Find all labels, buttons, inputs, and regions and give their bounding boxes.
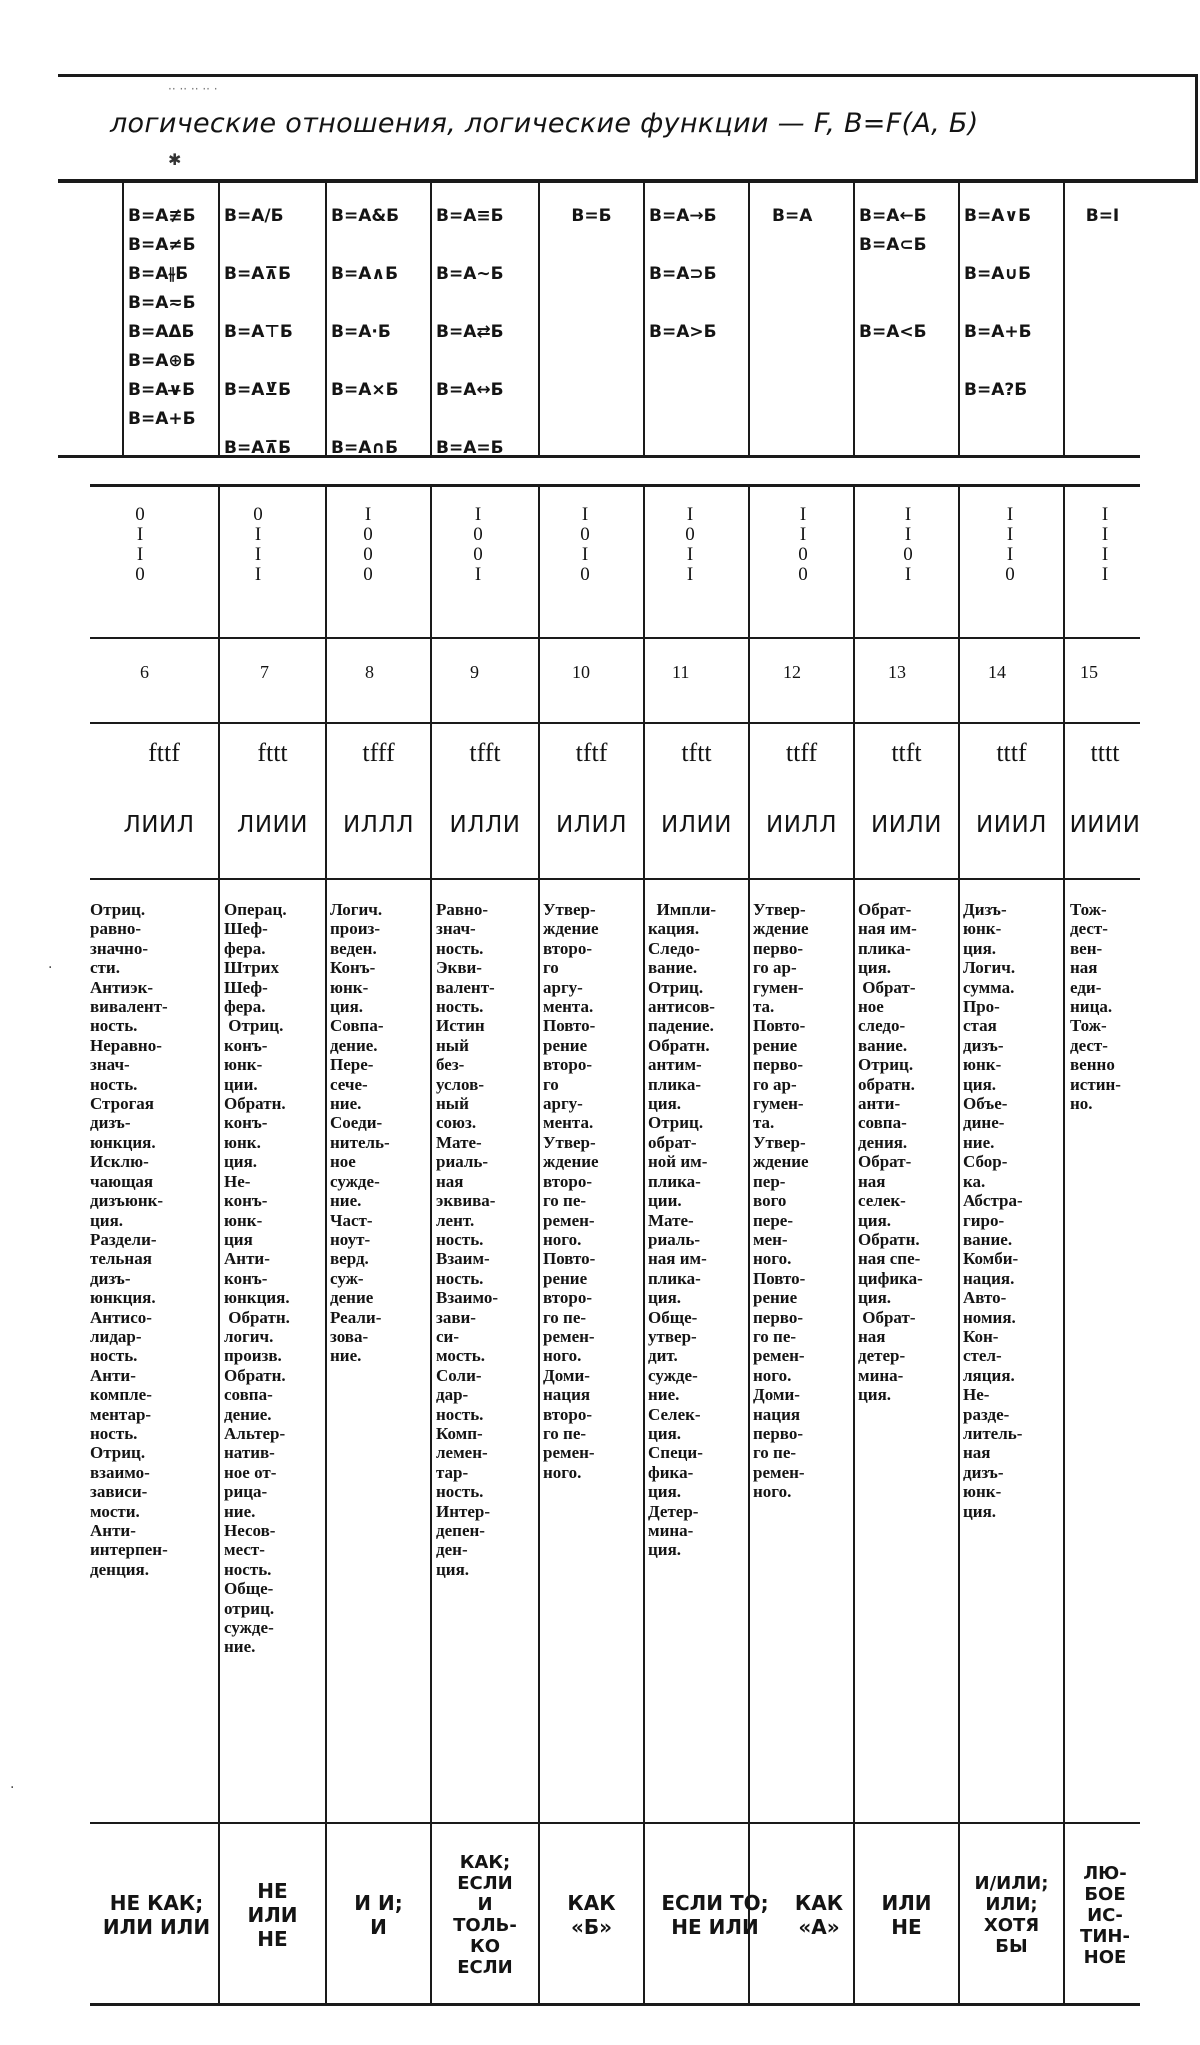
tf-code-7: fttt: [257, 738, 288, 767]
formula-col-13-line: [859, 260, 954, 289]
formula-col-10-line: В=Б: [571, 206, 612, 226]
formula-col-13-line: В=А<Б: [859, 322, 927, 342]
description-7: Операц. Шеф- фера. Штрих Шеф- фера. Отриц. конъ- юнк- ции. Обратн. конъ- юнк. ция. Не- конъ- юнк- ция Анти- конъ- юнкция. Обратн. логич. произв. Обратн. совпа- дение. Альтер- натив- ное от- рица- ние. Несов- мест- ность. Обще- отриц. сужде- ние.: [224, 900, 290, 1657]
formula-col-14-line: [964, 434, 1059, 463]
formula-col-11-line: В=А⊃Б: [649, 264, 717, 284]
truth-col-9-line: I: [474, 504, 482, 525]
formula-col-13: [855, 196, 958, 458]
stray-mark-left: ·: [48, 960, 53, 976]
formula-col-9-line: В=А=Б: [436, 438, 504, 458]
formula-col-11-line: [649, 231, 744, 260]
formula-col-8-line: [331, 405, 426, 434]
formula-col-14-line: В=А∪Б: [964, 264, 1032, 284]
words-12-text: КАК «А»: [794, 1891, 844, 1939]
tf-code-8: tfff: [362, 738, 395, 767]
il-code-7: ЛИИИ: [237, 812, 308, 838]
formula-col-7-line: [224, 289, 321, 318]
words-13-text: ИЛИ НЕ: [881, 1891, 932, 1939]
formula-col-12-line: [772, 231, 849, 260]
formula-col-14-line: В=А+Б: [964, 322, 1032, 342]
formula-col-7: [220, 196, 325, 458]
description-6: Отриц. равно- значно- сти. Антиэк- вивалент- ность. Неравно- знач- ность. Строгая дизъ- юнкция. Исклю- чающая дизъюнк- ция. Раздели- тельная дизъ- юнкция. Антисо- лидар- ность. Анти- компле- ментар- ность. Отриц. взаимо- зависи- мости. Анти- интерпен- денция.: [90, 900, 168, 1579]
formula-col-11-line: [649, 347, 744, 376]
formula-col-11-line: В=А>Б: [649, 322, 717, 342]
words-7: [220, 1840, 325, 1990]
truth-col-6-line: 0: [135, 564, 145, 585]
words-13: [855, 1840, 958, 1990]
il-code-13: ИИЛИ: [871, 812, 942, 838]
formula-col-12: [750, 196, 853, 458]
truth-col-6-line: I: [136, 544, 144, 565]
tf-code-11: tftt: [681, 738, 712, 767]
formula-col-11-line: [649, 434, 744, 463]
tf-code-13: ttft: [891, 738, 922, 767]
formula-col-15-line: [1069, 347, 1136, 376]
truth-col-14-line: I: [1006, 524, 1014, 545]
formula-col-9: [432, 196, 538, 458]
truth-col-13-line: I: [904, 564, 912, 585]
truth-col-13-line: 0: [903, 544, 913, 565]
truth-col-12: [793, 505, 823, 620]
words-10: [540, 1840, 643, 1990]
words-6-text: НЕ КАК; ИЛИ ИЛИ: [102, 1891, 211, 1939]
truth-col-13: [898, 505, 928, 620]
sep-8: [958, 486, 960, 2006]
formula-col-15-line: В=I: [1085, 206, 1120, 226]
page-title: логические отношения, логические функции — F, В=F(А, Б): [110, 108, 979, 139]
formula-col-7-line: В=А⊼̄Б: [224, 438, 292, 458]
function-number-11: 11: [672, 662, 690, 682]
truth-col-14-line: I: [1006, 504, 1014, 525]
formula-col-14-line: В=А?Б: [964, 380, 1028, 400]
rule-desc-top: [90, 878, 1140, 880]
formula-col-8: [327, 196, 430, 458]
tf-code-9: tfft: [469, 738, 501, 767]
formula-col-13-line: [859, 289, 954, 318]
formula-col-7-line: В=А⊼Б: [224, 264, 292, 284]
header-scribble: ·· ·· ·· ·· ·: [168, 82, 218, 96]
truth-col-6-line: 0: [135, 504, 145, 525]
words-11: [645, 1840, 785, 1990]
sep-7: [853, 486, 855, 2006]
truth-col-11-line: 0: [685, 524, 695, 545]
words-9: [432, 1840, 538, 1990]
formula-col-13-line: В=А←Б: [859, 206, 927, 226]
tf-code-12: ttff: [785, 738, 818, 767]
words-15-text: ЛЮ- БОЕ ИС- ТИН- НОЕ: [1080, 1862, 1130, 1968]
function-number-8: 8: [365, 662, 374, 682]
truth-col-15-line: I: [1101, 544, 1109, 565]
formula-col-14-line: В=А∨Б: [964, 206, 1032, 226]
formula-col-13-line: [859, 347, 954, 376]
formula-col-11: [645, 196, 748, 458]
formula-col-8-line: В=А×Б: [331, 380, 399, 400]
words-14: [960, 1840, 1063, 1990]
words-6: [95, 1840, 218, 1990]
il-code-10: ИЛИЛ: [556, 812, 627, 838]
tf-code-14: tttf: [996, 738, 1027, 767]
truth-col-11-line: I: [686, 504, 694, 525]
truth-col-12-line: 0: [798, 564, 808, 585]
rule-bottom: [90, 2003, 1140, 2006]
truth-col-6: [130, 505, 160, 620]
formula-col-12-line: [772, 347, 849, 376]
formula-col-8-line: В=А∧Б: [331, 264, 399, 284]
description-8: Логич. произ- веден. Конъ- юнк- ция. Совпа- дение. Пере- сече- ние. Соеди- нитель- ное сужде- ние. Част- ноут- верд. суж- дение Реали- зова- ние.: [330, 900, 390, 1366]
truth-col-6-line: I: [136, 524, 144, 545]
formula-col-11-line: [649, 405, 744, 434]
description-14: Дизъ- юнк- ция. Логич. сумма. Про- стая дизъ- юнк- ция. Объе- дине- ние. Сбор- ка. Абстра- гиро- вание. Комби- нация. Авто- номия. Кон- стел- ляция. Не- разде- литель- ная дизъ- юнк- ция.: [963, 900, 1023, 1521]
formula-col-9-line: [436, 231, 534, 260]
formula-col-9-line: В=А≡Б: [436, 206, 504, 226]
formula-col-15: [1065, 196, 1140, 458]
formula-col-10-line: [544, 405, 639, 434]
sep-9: [1063, 486, 1065, 2006]
formula-col-10-line: [544, 318, 639, 347]
truth-col-12-line: 0: [798, 544, 808, 565]
formula-col-15-line: [1069, 260, 1136, 289]
function-number-14: 14: [988, 662, 1006, 682]
truth-col-8-line: I: [364, 504, 372, 525]
formula-col-12-line: [772, 260, 849, 289]
formula-col-9-line: В=А↔Б: [436, 380, 504, 400]
sep-4: [538, 486, 540, 2006]
function-number-10: 10: [572, 662, 590, 682]
rule-truth-bottom: [90, 637, 1140, 639]
formula-col-12-line: [772, 434, 849, 463]
sep-5: [643, 486, 645, 2006]
formula-col-9-line: [436, 405, 534, 434]
formula-col-6-line: В=А⊕Б: [128, 351, 196, 371]
truth-col-15: [1095, 505, 1125, 620]
formula-col-7-line: В=А⊻̄Б: [224, 380, 292, 400]
formula-col-8-line: В=А∩Б: [331, 438, 399, 458]
description-11: Импли- кация. Следо- вание. Отриц. антисов- падение. Обратн. антим- пликa- ция. Отриц. обрат- ной им- плика- ции. Мате- риаль- ная им- плика- ция. Обще- утвер- дит. сужде- ние. Селек- ция. Специ- фика- ция. Детер- мина- ция.: [648, 900, 717, 1560]
truth-col-8-line: 0: [363, 544, 373, 565]
formula-col-13-line: [859, 434, 954, 463]
formula-col-9-line: [436, 289, 534, 318]
words-8-text: И И; И: [354, 1891, 403, 1939]
formula-col-14-line: [964, 289, 1059, 318]
words-14-text: И/ИЛИ; ИЛИ; ХОТЯ БЫ: [974, 1873, 1049, 1957]
formula-col-15-line: [1069, 376, 1136, 405]
sep-3: [430, 486, 432, 2006]
stray-mark-bottom-left: ·: [10, 1780, 15, 1796]
formula-col-15-line: [1069, 289, 1136, 318]
truth-col-14-line: I: [1006, 544, 1014, 565]
formula-col-12-line: [772, 289, 849, 318]
truth-col-9: [468, 505, 498, 620]
description-12: Утвер- ждение перво- го ар- гумен- та. Повто- рение перво- го ар- гумен- та. Утвер- ждение пер- вого пере- мен- ного. Повто- рение перво- го пе- ремен- ного. Доми- нация перво- го пе- ремен- ного.: [753, 900, 809, 1502]
il-code-12: ИИЛЛ: [766, 812, 837, 838]
formula-col-14-line: [964, 347, 1059, 376]
formula-col-7-line: В=А⊤Б: [224, 322, 293, 342]
tf-code-10: tftf: [575, 738, 608, 767]
formula-col-8-line: [331, 231, 426, 260]
formula-col-8-line: В=А·Б: [331, 322, 391, 342]
truth-col-7-line: I: [254, 524, 262, 545]
formula-col-9-line: В=А∼Б: [436, 264, 504, 284]
rule-desc-bottom: [90, 1822, 1140, 1824]
il-code-14: ИИИЛ: [976, 812, 1047, 838]
function-number-15: 15: [1080, 662, 1098, 682]
il-code-8: ИЛЛЛ: [342, 812, 415, 838]
words-8: [327, 1840, 430, 1990]
function-number-7: 7: [260, 662, 269, 682]
description-15: Тож- дест- вен- ная еди- ница. Тож- дест- венно истин- но.: [1070, 900, 1121, 1114]
words-9-text: КАК; ЕСЛИ И ТОЛЬ- КО ЕСЛИ: [453, 1852, 517, 1978]
formula-col-11-line: [649, 289, 744, 318]
formula-col-6-line: В=А≢Б: [128, 206, 196, 226]
formula-col-15-line: [1069, 434, 1136, 463]
formula-col-14-line: [964, 231, 1059, 260]
formula-col-11-line: [649, 376, 744, 405]
formula-col-6-line: В=А∨̶Б: [128, 380, 196, 400]
truth-col-13-line: I: [904, 524, 912, 545]
formula-col-13-line: [859, 405, 954, 434]
description-10: Утвер- ждение второ- го аргу- мента. Повто- рение второ- го аргу- мента. Утвер- ждение второ- го пе- ремен- ного. Повто- рение второ- го пе- ремен- ного. Доми- нация второ- го пе- ремен- ного.: [543, 900, 599, 1482]
formula-col-6: [124, 196, 218, 458]
rule-number-bottom: [90, 722, 1140, 724]
formula-col-7-line: [224, 231, 321, 260]
sep-2: [325, 486, 327, 2006]
truth-col-7-line: I: [254, 564, 262, 585]
formula-col-15-line: [1069, 405, 1136, 434]
formula-col-10-line: [544, 376, 639, 405]
truth-col-14-line: 0: [1005, 564, 1015, 585]
rule-truth-top: [90, 484, 1140, 487]
formula-col-12-line: [772, 405, 849, 434]
truth-col-12-line: I: [799, 524, 807, 545]
formula-col-10-line: [544, 260, 639, 289]
truth-col-8-line: 0: [363, 524, 373, 545]
truth-col-11-line: I: [686, 564, 694, 585]
truth-col-10-line: I: [581, 504, 589, 525]
formula-col-6-line: В=А≂Б: [128, 293, 196, 313]
truth-col-11: [680, 505, 710, 620]
formula-col-9-line: [436, 347, 534, 376]
truth-col-10-line: I: [581, 544, 589, 565]
function-number-13: 13: [888, 662, 906, 682]
sep-1: [218, 486, 220, 2006]
formula-col-6-line: В=АΔБ: [128, 322, 195, 342]
formula-col-14-line: [964, 405, 1059, 434]
formula-col-13-line: В=А⊂Б: [859, 235, 927, 255]
function-number-12: 12: [783, 662, 801, 682]
formula-col-6-line: В=А+Б: [128, 409, 196, 429]
words-7-text: НЕ ИЛИ НЕ: [247, 1879, 298, 1951]
truth-col-12-line: I: [799, 504, 807, 525]
formula-col-12-line: В=А: [772, 206, 813, 226]
formula-col-14: [960, 196, 1063, 458]
words-11-text: ЕСЛИ ТО; НЕ ИЛИ: [661, 1891, 769, 1939]
formula-col-8-line: [331, 347, 426, 376]
il-code-6: ЛИИЛ: [123, 812, 195, 838]
formula-col-12-line: [772, 376, 849, 405]
formula-col-6-line: В=А⫳Б: [128, 264, 189, 284]
truth-col-8-line: 0: [363, 564, 373, 585]
truth-col-13-line: I: [904, 504, 912, 525]
truth-col-10-line: 0: [580, 564, 590, 585]
formula-col-13-line: [859, 376, 954, 405]
formula-col-10-line: [544, 231, 639, 260]
formula-col-10-line: [544, 289, 639, 318]
truth-col-7-line: I: [254, 544, 262, 565]
formula-col-8-line: [331, 289, 426, 318]
truth-col-9-line: I: [474, 564, 482, 585]
words-12: [785, 1840, 853, 1990]
words-10-text: КАК «Б»: [567, 1891, 616, 1939]
header-mark-star: ✱: [168, 150, 182, 169]
formula-col-9-line: В=А⇄Б: [436, 322, 504, 342]
words-15: [1065, 1840, 1145, 1990]
formula-col-6-line: В=А≠Б: [128, 235, 196, 255]
il-code-9: ИЛЛИ: [449, 812, 521, 838]
description-13: Обрат- ная им- плика- ция. Обрат- ное следо- вание. Отриц. обратн. анти- совпа- дения. Обрат- ная селек- ция. Обратн. ная спе- цифика- ция. Обрат- ная детер- мина- ция.: [858, 900, 923, 1405]
truth-col-15-line: I: [1101, 564, 1109, 585]
formula-col-10-line: [544, 347, 639, 376]
truth-col-7-line: 0: [253, 504, 263, 525]
formula-col-15-line: [1069, 318, 1136, 347]
formula-col-10: [540, 196, 643, 458]
tf-code-6: fttf: [148, 738, 180, 767]
function-number-9: 9: [470, 662, 479, 682]
formula-col-10-line: [544, 434, 639, 463]
il-code-11: ИЛИИ: [661, 812, 732, 838]
truth-col-7: [248, 505, 278, 620]
truth-col-10: [575, 505, 605, 620]
formula-col-12-line: [772, 318, 849, 347]
formula-col-7-line: [224, 347, 321, 376]
formula-col-15-line: [1069, 231, 1136, 260]
tf-code-15: tttt: [1090, 738, 1120, 767]
formula-col-7-line: [224, 405, 321, 434]
function-number-6: 6: [140, 662, 149, 682]
sep-6: [748, 486, 750, 2006]
truth-col-11-line: I: [686, 544, 694, 565]
truth-col-9-line: 0: [473, 544, 483, 565]
formula-col-7-line: В=А/Б: [224, 206, 284, 226]
description-9: Равно- знач- ность. Экви- валент- ность. Истин ный без- услов- ный союз. Мате- риаль- ная эквива- лент. ность. Взаим- ность. Взаимо- зави- си- мость. Соли- дар- ность. Комп- лемен- тар- ность. Интер- депен- ден- ция.: [436, 900, 498, 1579]
il-code-15: ИИИИ: [1069, 812, 1141, 838]
truth-col-9-line: 0: [473, 524, 483, 545]
truth-col-15-line: I: [1101, 504, 1109, 525]
formula-col-8-line: В=А&Б: [331, 206, 400, 226]
truth-col-14: [1000, 505, 1030, 620]
truth-col-15-line: I: [1101, 524, 1109, 545]
truth-col-8: [358, 505, 388, 620]
formula-col-11-line: В=А→Б: [649, 206, 717, 226]
truth-col-10-line: 0: [580, 524, 590, 545]
rule-formula-top: [58, 180, 1198, 183]
